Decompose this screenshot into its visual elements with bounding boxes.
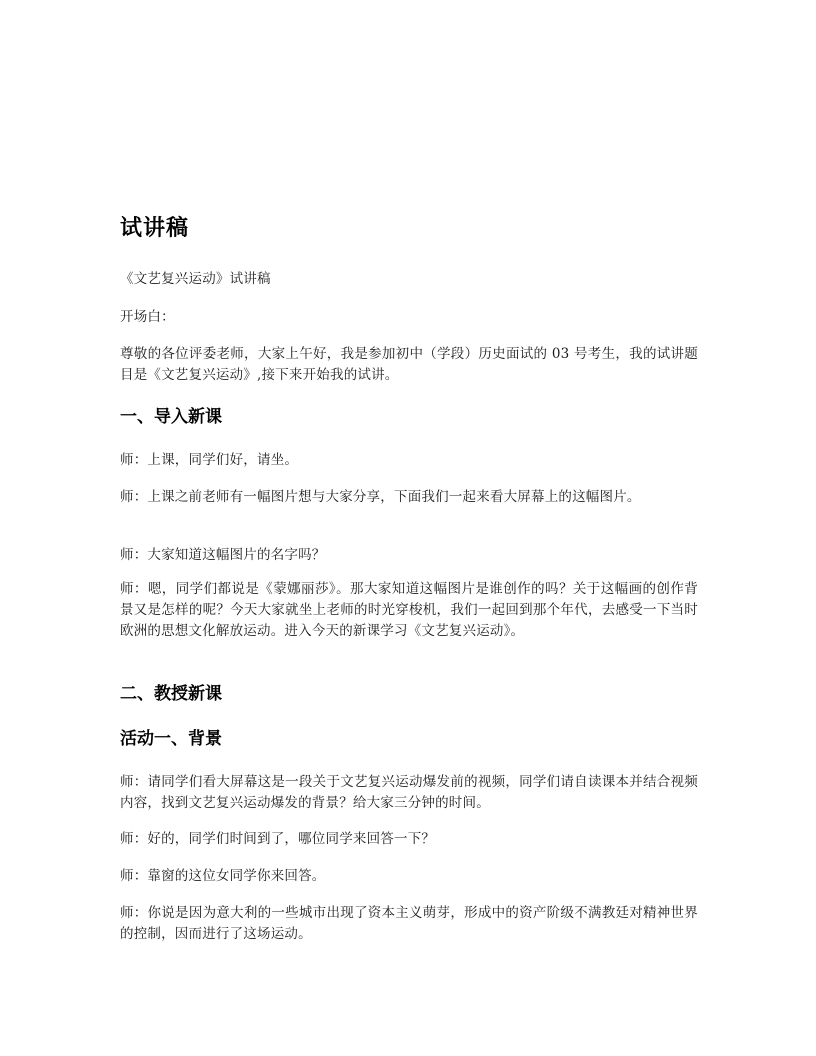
intro-line-3: 师：大家知道这幅图片的名字吗？ — [120, 547, 326, 563]
opening-label: 开场白： — [120, 309, 175, 325]
intro-line-1: 师：上课，同学们好，请坐。 — [120, 452, 299, 468]
activity-line-3: 师：靠窗的这位女同学你来回答。 — [120, 868, 326, 884]
document-subtitle: 《文艺复兴运动》试讲稿 — [120, 271, 271, 287]
document-title: 试讲稿 — [120, 216, 190, 241]
intro-line-4: 师：嗯，同学们都说是《蒙娜丽莎》。那大家知道这幅图片是谁创作的吗？关于这幅画的创作背景又是怎样的呢？今天大家就坐上老师的时光穿梭机，我们一起回到那个年代，去感受一下当时欧洲的思想文化解放运动。进入今天的新课学习《文艺复兴运动》。 — [120, 581, 698, 639]
activity-line-2: 师：好的，同学们时间到了，哪位同学来回答一下？ — [120, 831, 436, 847]
activity-line-4: 师：你说是因为意大利的一些城市出现了资本主义萌芽，形成中的资产阶级不满教廷对精神世界的控制，因而进行了这场运动。 — [120, 905, 698, 942]
section-heading-intro: 一、导入新课 — [120, 407, 222, 427]
document-page — [120, 0, 698, 1056]
activity-line-1: 师：请同学们看大屏幕这是一段关于文艺复兴运动爆发前的视频，同学们请自读课本并结合视频内容，找到文艺复兴运动爆发的背景？给大家三分钟的时间。 — [120, 774, 698, 811]
activity-heading-background: 活动一、背景 — [120, 729, 222, 749]
intro-line-2: 师：上课之前老师有一幅图片想与大家分享，下面我们一起来看大屏幕上的这幅图片。 — [120, 489, 641, 505]
opening-paragraph: 尊敬的各位评委老师，大家上午好，我是参加初中（学段）历史面试的 03 号考生，我的试讲题目是《文艺复兴运动》,接下来开始我的试讲。 — [120, 346, 698, 383]
section-heading-teaching: 二、教授新课 — [120, 684, 222, 704]
